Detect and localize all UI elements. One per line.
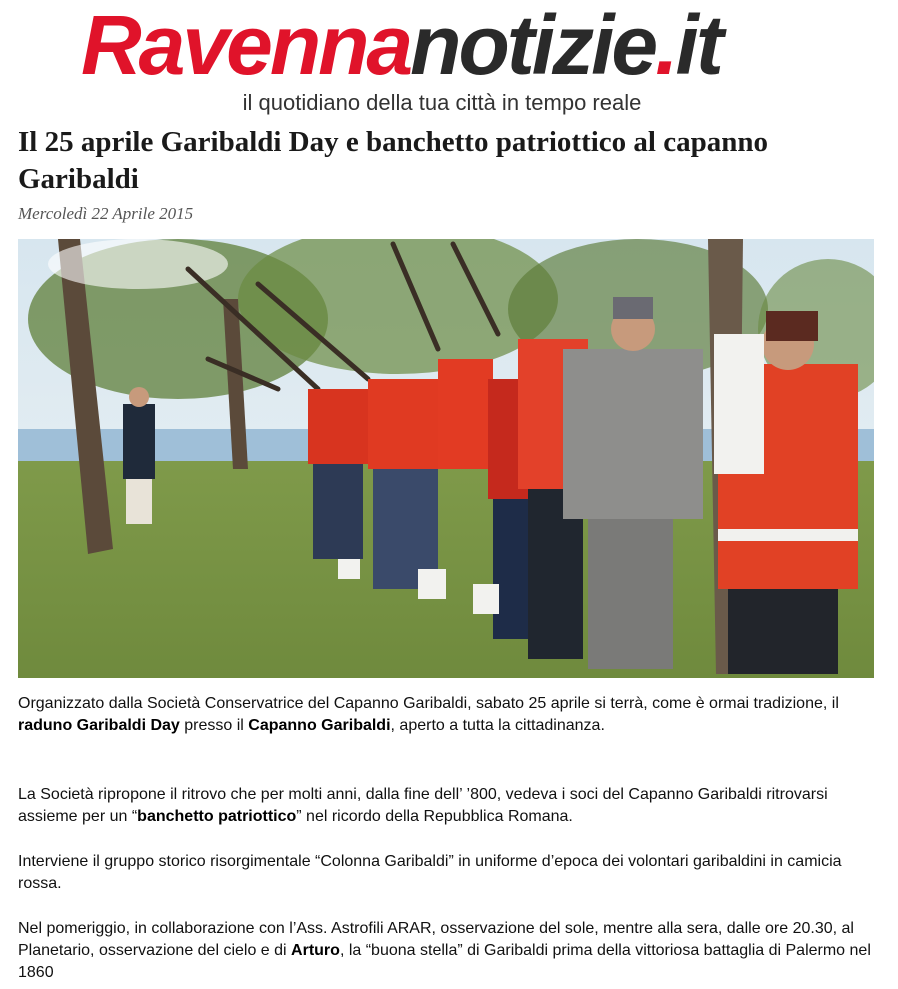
logo-ravenna: Ravenna [81, 0, 411, 92]
paragraph-text: La Società ripropone il ritrovo che per molti anni, dalla fine dell’ ’800, vedeva i soci del Capanno Garibaldi ritrovarsi assieme per un “ [18, 786, 828, 825]
logo-it: it [675, 0, 721, 92]
article-title: Il 25 aprile Garibaldi Day e banchetto patriottico al capanno Garibaldi [18, 126, 768, 195]
bold-capanno-garibaldi: Capanno Garibaldi [248, 717, 391, 734]
bold-arturo: Arturo [291, 942, 340, 959]
photo-illustration [18, 239, 874, 678]
article-paragraph-1 [18, 693, 878, 737]
masthead [0, 0, 898, 118]
paragraph-text: Nel pomeriggio, in collaborazione con l’Ass. Astrofili ARAR, osservazione del sole, mentre alla sera, dalle ore 20.30, al Planetario, osservazione del cielo e di [18, 920, 854, 959]
article-date: Mercoledì 22 Aprile 2015 [18, 204, 194, 223]
logo-notizie: notizie [410, 0, 656, 92]
article-paragraph-2 [18, 784, 878, 828]
article-paragraph-4 [18, 918, 878, 984]
logo-dot: . [655, 0, 676, 92]
paragraph-text: ” nel ricordo della Repubblica Romana. [296, 808, 573, 825]
paragraph-text: , aperto a tutta la cittadinanza. [390, 717, 605, 734]
article-paragraph-3 [18, 851, 878, 895]
paragraph-text: presso il [179, 717, 249, 734]
bold-raduno-garibaldi-day: raduno Garibaldi Day [18, 717, 180, 734]
site-logo[interactable] [81, 0, 801, 90]
paragraph-text: , la “buona stella” di Garibaldi prima della vittoriosa battaglia di Palermo nel 1860 [18, 942, 871, 981]
paragraph-text: Organizzato dalla Società Conservatrice del Capanno Garibaldi, sabato 25 aprile si terrà, come è ormai tradizione, il [18, 695, 839, 712]
article-photo [18, 239, 874, 678]
site-tagline: il quotidiano della tua città in tempo reale [242, 90, 642, 115]
paragraph-text: Interviene il gruppo storico risorgimentale “Colonna Garibaldi” in uniforme d’epoca dei volontari garibaldini in camicia rossa. [18, 853, 842, 892]
bold-banchetto-patriottico: banchetto patriottico [137, 808, 297, 825]
